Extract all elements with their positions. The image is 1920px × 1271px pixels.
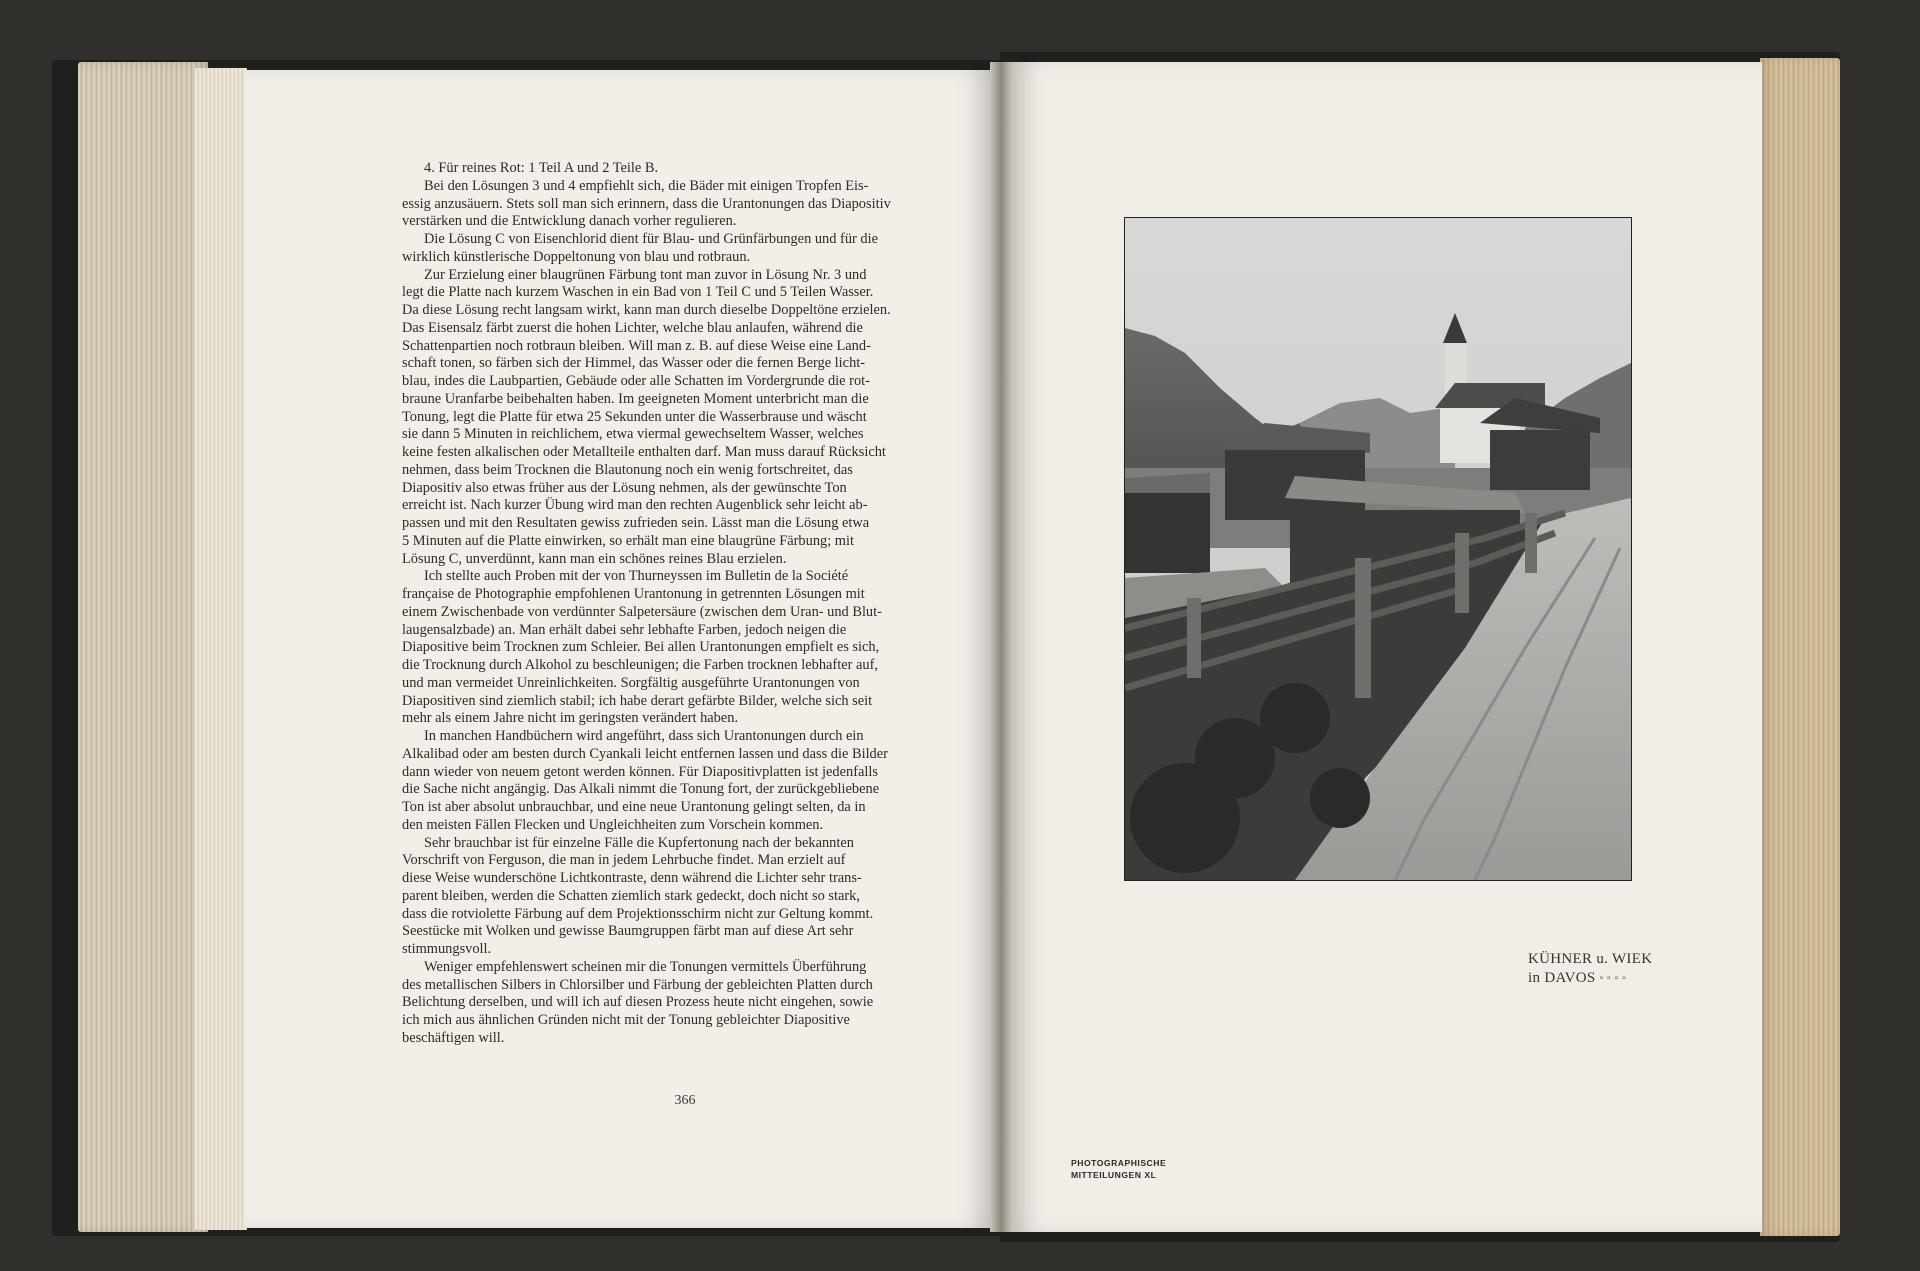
text-line: braune Uranfarbe beibehalten haben. Im geeigneten Moment unterbricht man die: [402, 390, 869, 407]
page-stack-left: [78, 62, 208, 1232]
text-line: erreicht ist. Nach kurzer Übung wird man den rechten Augenblick sehr leicht ab-: [402, 497, 868, 514]
photo-illustration: [1125, 218, 1631, 880]
text-line: des metallischen Silbers in Chlorsilber und Färbung der gebleichten Platten durch: [402, 976, 873, 993]
book-gutter: [990, 62, 1012, 1232]
chalet-left: [1125, 493, 1210, 573]
text-line: 4. Für reines Rot: 1 Teil A und 2 Teile B.: [424, 160, 659, 176]
house-right: [1490, 430, 1590, 490]
text-line: Weniger empfehlenswert scheinen mir die Tonungen vermittels Überführung: [424, 958, 867, 975]
text-line: verstärken und die Entwicklung danach vorher regulieren.: [402, 213, 737, 230]
text-line: Das Eisensalz färbt zuerst die hohen Lichter, welche blau anlaufen, während die: [402, 319, 863, 336]
text-line: Diapositive beim Trocknen zum Schleier. Bei allen Urantonungen empfielt es sich,: [402, 639, 880, 656]
text-line: dann wieder von neuem getont werden können. Für Diapositivplatten ist jedenfalls: [402, 763, 878, 780]
text-line: die Sache nicht angängig. Das Alkali nimmt die Tonung fort, der zurückgebliebene: [402, 781, 880, 798]
text-line: Ich stellte auch Proben mit der von Thurneyssen im Bulletin de la Société: [424, 568, 849, 585]
text-line: Da diese Lösung recht langsam wirkt, kann man durch dieselbe Doppeltöne erzielen.: [402, 302, 891, 318]
text-line: legt die Platte nach kurzem Waschen in ein Bad von 1 Teil C und 5 Teilen Wasser.: [402, 284, 874, 301]
credit-photographers: KÜHNER u. WIEK: [1528, 951, 1653, 967]
credit-location: [1528, 969, 1652, 988]
text-line: française de Photographie empfohlenen Urantonung in getrennten Lösungen mit: [402, 586, 865, 602]
photo-credit: [1528, 950, 1652, 988]
village-photograph: [1124, 217, 1632, 881]
text-line: Diapositiven sind ziemlich stabil; ich habe derart gefärbte Bilder, welche sich seit: [402, 692, 873, 709]
text-line: Alkalibad oder am besten durch Cyankali leicht entfernen lassen und dass die Bilder: [402, 745, 888, 762]
text-line: 5 Minuten auf die Platte einwirken, so erhält man eine blaugrüne Färbung; mit: [402, 532, 854, 549]
credit-location-text: in DAVOS: [1528, 970, 1596, 986]
text-line: die Trocknung durch Alkohol zu beschleunigen; die Farben trocknen lebhafter auf,: [402, 657, 878, 673]
text-line: einem Zwischenbade von verdünnter Salpetersäure (zwischen dem Uran- und Blut-: [402, 603, 882, 620]
text-line: Zur Erzielung einer blaugrünen Färbung tont man zuvor in Lösung Nr. 3 und: [424, 266, 867, 283]
text-line: Diapositiv also etwas früher aus der Lösung nehmen, als der gewünschte Ton: [402, 479, 847, 496]
text-line: schaft tonen, so färben sich der Himmel, das Wasser oder die fernen Berge licht-: [402, 355, 866, 372]
text-line: sie dann 5 Minuten in reichlichem, etwa viermal gewechseltem Wasser, welches: [402, 426, 864, 443]
text-line: mehr als einem Jahre nicht im geringsten verändert haben.: [402, 710, 739, 727]
page-stack-right: [1760, 58, 1840, 1236]
text-line: Vorschrift von Ferguson, die man in jedem Lehrbuche findet. Man erzielt auf: [402, 852, 846, 869]
text-line: Schattenpartien noch rotbraun bleiben. Will man z. B. auf diese Weise eine Land-: [402, 337, 871, 354]
text-line: beschäftigen will.: [402, 1029, 505, 1046]
text-line: diese Weise wunderschöne Lichtkontraste, denn während die Lichter sehr trans-: [402, 870, 862, 886]
journal-imprint: [1071, 1157, 1166, 1181]
text-line: blau, indes die Laubpartien, Gebäude oder alle Schatten im Vordergrunde die rot-: [402, 373, 870, 389]
text-line: nehmen, dass beim Trocknen die Blautonung noch ein wenig fortschreitet, das: [402, 461, 853, 478]
text-line: essig anzusäuern. Stets soll man sich erinnern, dass die Urantonungen das Diapositiv: [402, 195, 891, 212]
text-line: Lösung C, unverdünnt, kann man ein schönes reines Blau erzielen.: [402, 550, 787, 567]
text-line: parent bleiben, werden die Schatten ziemlich stark gedeckt, doch nicht so stark,: [402, 887, 860, 904]
journal-title: PHOTOGRAPHISCHE: [1071, 1158, 1167, 1168]
text-line: Die Lösung C von Eisenchlorid dient für Blau- und Grünfärbungen und für die: [424, 231, 879, 247]
text-line: laugensalzbade) an. Man erhält dabei sehr lebhafte Farben, jedoch neigen die: [402, 621, 847, 638]
text-line: Tonung, legt die Platte für etwa 25 Sekunden unter die Wasserbrause und wäscht: [402, 408, 867, 425]
text-line: ich mich aus ähnlichen Gründen nicht mit der Tonung gebleichter Diapositive: [402, 1012, 850, 1028]
journal-volume: MITTEILUNGEN XL: [1071, 1170, 1157, 1180]
text-line: In manchen Handbüchern wird angeführt, dass sich Urantonungen durch ein: [424, 728, 864, 744]
text-line: Ton ist aber absolut unbrauchbar, und eine neue Urantonung gelingt selten, da in: [402, 799, 866, 815]
text-line: keine festen alkalischen oder Metallteile enthalten darf. Man muss darauf Rücksicht: [402, 444, 886, 460]
page-number: 366: [674, 1093, 696, 1108]
text-line: dass die rotviolette Färbung auf dem Projektionsschirm nicht zur Geltung kommt.: [402, 905, 874, 922]
left-page-text: [402, 160, 962, 1048]
text-line: den meisten Fällen Flecken und Ungleichheiten zum Vorschein kommen.: [402, 816, 824, 833]
decorative-dots: ▫▫▫▫: [1599, 973, 1630, 985]
text-line: und man vermeidet Unreinlichkeiten. Sorgfältig ausgeführte Urantonungen von: [402, 674, 860, 691]
text-line: Belichtung derselben, und will ich auf diesen Prozess heute nicht eingehen, sowie: [402, 994, 874, 1011]
page-stack-left-inner: [195, 68, 247, 1230]
text-line: wirklich künstlerische Doppeltonung von blau und rotbraun.: [402, 248, 751, 265]
text-line: Bei den Lösungen 3 und 4 empfiehlt sich, die Bäder mit einigen Tropfen Eis-: [424, 177, 869, 194]
text-line: stimmungsvoll.: [402, 941, 492, 957]
text-line: passen und mit den Resultaten gewiss zufrieden sein. Lässt man die Lösung etwa: [402, 515, 870, 531]
text-line: Sehr brauchbar ist für einzelne Fälle die Kupfertonung nach der bekannten: [424, 834, 854, 851]
text-line: Seestücke mit Wolken und gewisse Baumgruppen färbt man auf diese Art sehr: [402, 923, 854, 940]
